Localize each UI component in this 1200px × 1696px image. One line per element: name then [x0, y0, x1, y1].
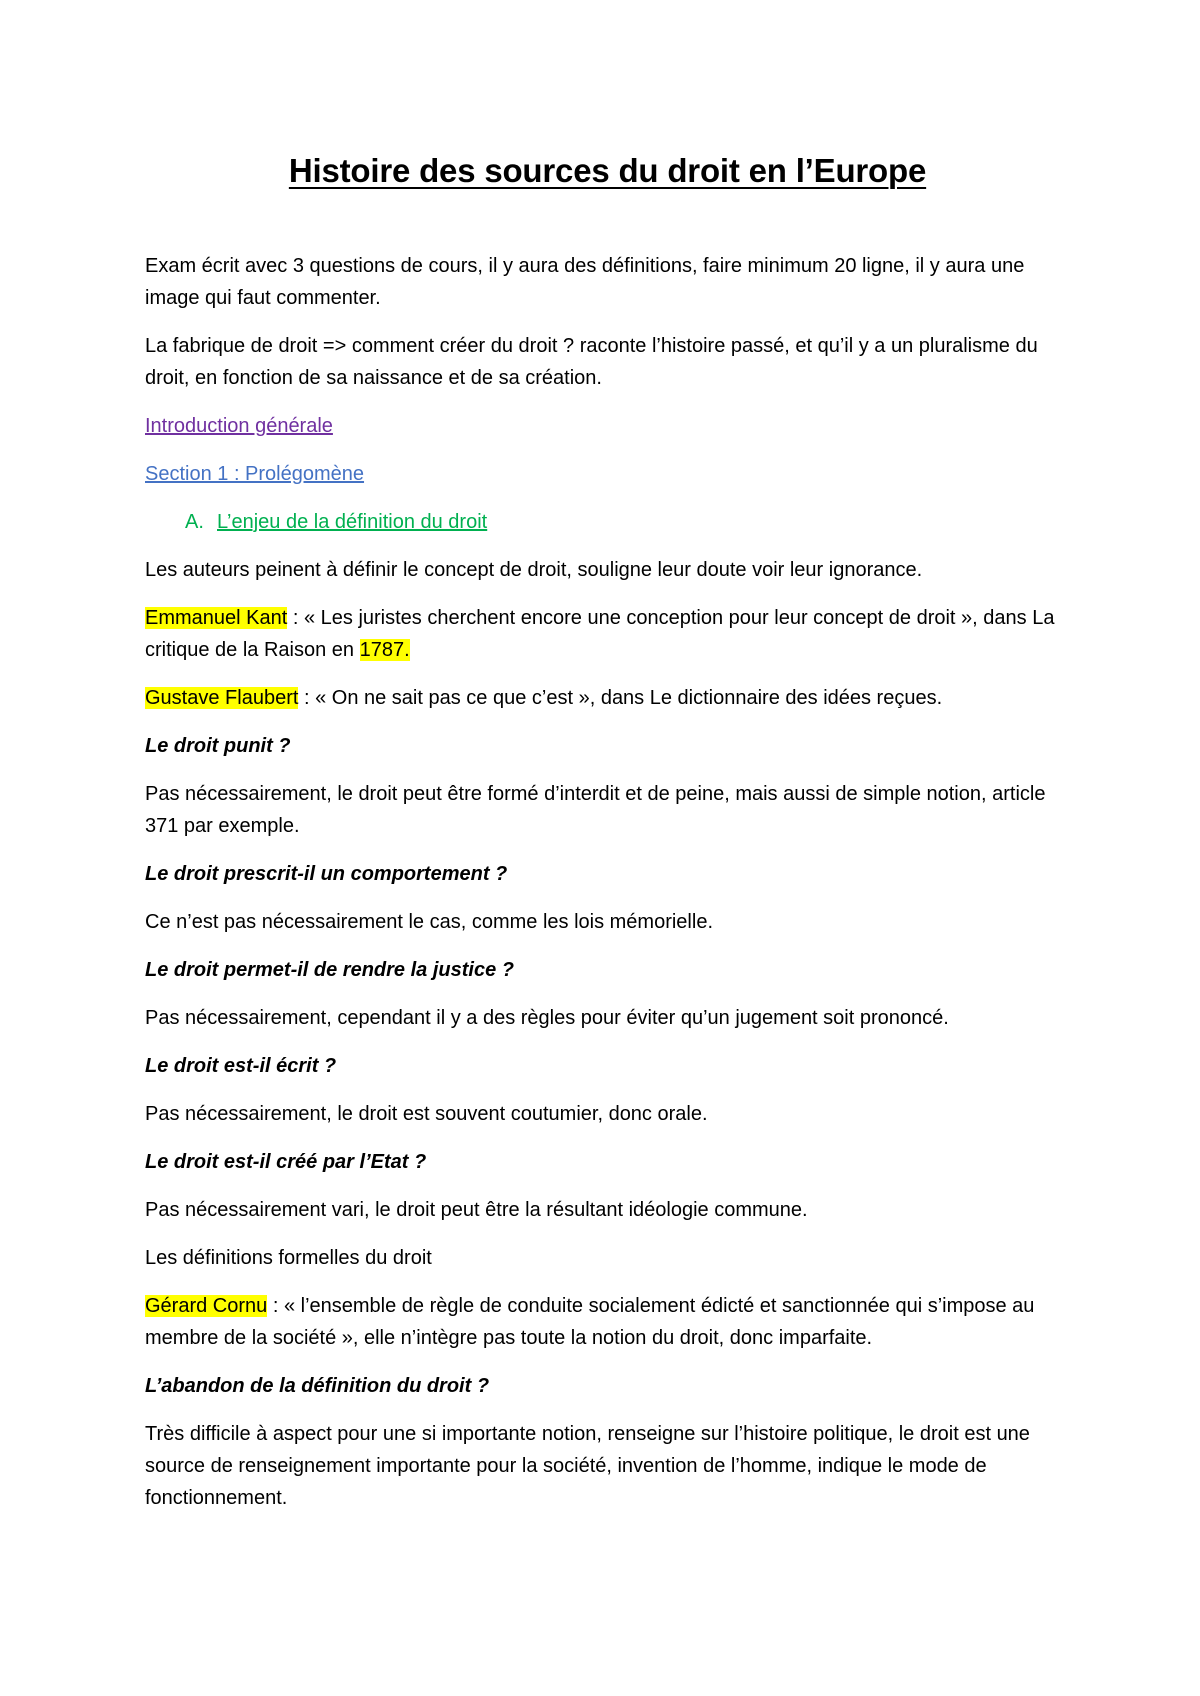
question-etat: Le droit est-il créé par l’Etat ?	[145, 1151, 427, 1173]
kant-year-highlight: 1787.	[359, 639, 410, 661]
flaubert-quote: : « On ne sait pas ce que c’est », dans Le dictionnaire des idées reçues.	[298, 687, 943, 709]
question-prescrit: Le droit prescrit-il un comportement ?	[145, 863, 508, 885]
introduction-heading	[145, 410, 1080, 442]
question-ecrit: Le droit est-il écrit ?	[145, 1055, 337, 1077]
cornu-quote: : « l’ensemble de règle de conduite socialement édicté et sanctionnée qui s’impose au membre de la société », elle n’intègre pas toute la notion du droit, donc imparfaite.	[145, 1295, 1035, 1349]
document-title: Histoire des sources du droit en l’Europe	[288, 152, 927, 189]
paragraph-definitions-formelles: Les définitions formelles du droit	[145, 1247, 432, 1269]
question-justice: Le droit permet-il de rendre la justice ?	[145, 959, 514, 981]
answer-etat: Pas nécessairement vari, le droit peut être la résultant idéologie commune.	[145, 1199, 808, 1221]
kant-quote: : « Les juristes cherchent encore une conception pour leur concept de droit », dans La critique de la Raison en	[145, 607, 1055, 661]
author-flaubert-highlight: Gustave Flaubert	[145, 687, 299, 709]
question-abandon: L’abandon de la définition du droit ?	[145, 1375, 490, 1397]
subsection-heading	[145, 506, 1080, 538]
subsection-heading-text: L’enjeu de la définition du droit	[217, 511, 488, 533]
paragraph-flaubert	[145, 682, 1080, 714]
answer-ecrit: Pas nécessairement, le droit est souvent coutumier, donc orale.	[145, 1103, 708, 1125]
subsection-letter: A.	[185, 511, 204, 533]
paragraph-kant	[145, 602, 1080, 666]
section-heading-text: Section 1 : Prolégomène	[145, 463, 365, 485]
answer-prescrit: Ce n’est pas nécessairement le cas, comme les lois mémorielle.	[145, 911, 713, 933]
introduction-heading-text: Introduction générale	[145, 415, 333, 437]
answer-justice: Pas nécessairement, cependant il y a des règles pour éviter qu’un jugement soit prononcé.	[145, 1007, 949, 1029]
answer-punit: Pas nécessairement, le droit peut être formé d’interdit et de peine, mais aussi de simple notion, article 371 par exemple.	[145, 783, 1046, 837]
author-cornu-highlight: Gérard Cornu	[145, 1295, 268, 1317]
author-kant-highlight: Emmanuel Kant	[145, 607, 288, 629]
paragraph-cornu	[145, 1290, 1080, 1354]
section-heading	[145, 458, 1080, 490]
paragraph-fabrique: La fabrique de droit => comment créer du droit ? raconte l’histoire passé, et qu’il y a un pluralisme du droit, en fonction de sa naissance et de sa création.	[145, 335, 1038, 389]
question-punit: Le droit punit ?	[145, 735, 291, 757]
paragraph-exam-info: Exam écrit avec 3 questions de cours, il y aura des définitions, faire minimum 20 ligne, il y aura une image qui faut commenter.	[145, 255, 1025, 309]
paragraph-auteurs: Les auteurs peinent à définir le concept de droit, souligne leur doute voir leur ignorance.	[145, 559, 923, 581]
answer-abandon: Très difficile à aspect pour une si importante notion, renseigne sur l’histoire politique, le droit est une source de renseignement importante pour la société, invention de l’homme, indique le mode de fonctionnement.	[145, 1423, 1030, 1509]
